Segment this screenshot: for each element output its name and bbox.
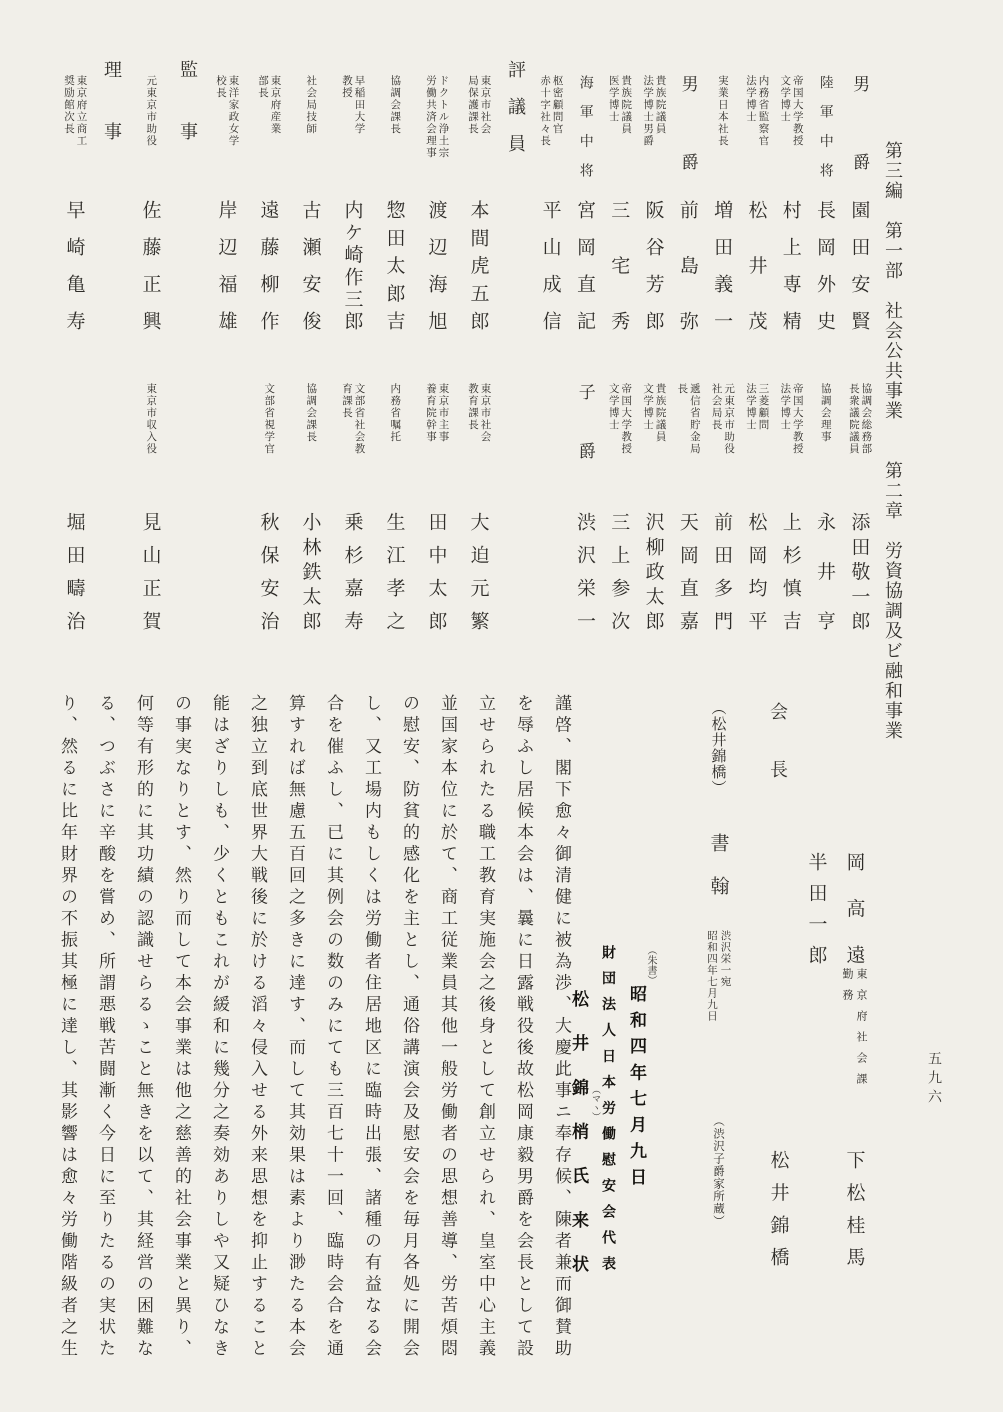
letter-line: 算すれば無慮五百回之多きに達す、而して其効果は素より渺たる本会 <box>286 694 305 1361</box>
officer-title <box>304 383 317 443</box>
officer-title-line: 東京市社会 <box>479 383 491 443</box>
officer-column <box>373 50 415 690</box>
role-heading: 評議員 <box>506 60 527 152</box>
officer-title <box>62 75 87 147</box>
officer-title <box>743 75 768 147</box>
officer-title-line: 東京市主事 <box>437 383 449 443</box>
officer-name: 松井茂 <box>745 200 767 330</box>
officer-title <box>340 383 365 455</box>
officer-name: 渋沢栄一 <box>573 512 595 630</box>
officer-title <box>466 383 491 443</box>
officer-title-line: 法学博士 <box>744 383 756 431</box>
officer-title-line: 協調会総務部 <box>860 383 872 455</box>
officer-title-line: 早稲田大学 <box>353 75 365 135</box>
officer-name: 半田一郎 <box>805 852 827 964</box>
officer-name: 松岡均平 <box>745 512 767 630</box>
officer-name: 長岡外史 <box>814 200 836 330</box>
letter-line: を辱ふし居候本会は、曩に日露戦役後故松岡康毅男爵を会長として設 <box>514 694 533 1361</box>
officer-title-line: 協調会課長 <box>389 75 401 135</box>
officer-column <box>773 50 807 690</box>
letter-body <box>48 694 580 1406</box>
page-number: 五九六 <box>926 1051 941 1108</box>
letter-line: 立せられたる職工教育実施会之後身として創立せられ、皇室中心主義 <box>476 694 495 1361</box>
officer-roster <box>53 50 876 690</box>
officer-column <box>53 50 95 690</box>
officer-title <box>709 383 734 455</box>
document-author: （松井錦橋） <box>709 700 726 796</box>
officer-name: 上杉慎吉 <box>779 512 801 630</box>
officer-column <box>835 690 873 1300</box>
officer-name: 小林鉄太郎 <box>299 512 321 630</box>
officer-title-line: 文部省視学官 <box>263 383 275 455</box>
officer-title-line: 長 <box>676 383 688 395</box>
officer-title-line: 法学博士 <box>744 75 756 123</box>
officer-title-line: 遞信省貯金局 <box>688 383 700 455</box>
officer-title-line: 枢密顧問官 <box>551 75 563 135</box>
officer-title-line: 東京市収入役 <box>145 383 157 455</box>
officer-title-line: 教授 <box>341 75 353 99</box>
officer-title-line: 養育院幹事 <box>425 383 437 443</box>
officer-title-line: 帝国大学教授 <box>620 383 632 455</box>
annotation-line: 昭和四年七月九日 <box>706 930 717 1022</box>
officer-name: 秋保安治 <box>257 512 279 630</box>
officer-title-line: 奨励館次長 <box>63 75 75 135</box>
officer-title <box>388 383 401 443</box>
officer-title <box>388 75 401 135</box>
role-heading: 監事 <box>178 60 199 140</box>
inscription-organization: 財団法人日本労働慰安会代表 <box>600 945 615 1270</box>
letter-line: る、つぶさに辛酸を嘗め、所謂悪戦苦闘漸く今日に至りたるの実状た <box>96 694 115 1361</box>
officer-title-line: 法学博士男爵 <box>642 75 654 147</box>
letter-line: の事実なりとす、然り而して本会事業は他之慈善的社会事業と異り、 <box>172 694 191 1361</box>
officer-name: 前田多門 <box>711 512 733 630</box>
officer-title: 陸軍中将 <box>817 75 833 178</box>
officer-title <box>424 383 449 443</box>
officer-name: 前島弥 <box>676 200 698 330</box>
officer-name: 永井亨 <box>814 512 836 630</box>
officer-title <box>818 383 831 443</box>
officer-title <box>538 75 563 147</box>
officer-title-line: 内務省嘱托 <box>389 383 401 443</box>
officer-column <box>129 50 171 690</box>
officer-title: 男爵 <box>850 75 870 170</box>
officer-title <box>606 383 631 455</box>
officer-title-line: 文学博士 <box>779 75 791 123</box>
officer-name: 内ケ崎作三郎 <box>341 200 363 330</box>
officer-title <box>424 75 449 159</box>
officer-name: 生江孝之 <box>383 512 405 630</box>
officer-title-line: 育課長 <box>341 383 353 419</box>
officer-roster-continuation <box>759 690 873 1300</box>
officer-name: 村上専精 <box>779 200 801 330</box>
officer-name: 添田敬一郎 <box>848 512 870 630</box>
officer-name: 堀田疇治 <box>63 512 85 630</box>
officer-name: 遠藤柳作 <box>257 200 279 330</box>
red-ink-note: （朱書） <box>645 945 656 985</box>
officer-name: 天岡直嘉 <box>676 512 698 630</box>
letter-line: 何等有形的に其功績の認識せらるゝこと無きを以て、其経営の困難な <box>134 694 153 1361</box>
officer-column <box>797 690 835 1300</box>
officer-title-line: 赤十字社々長 <box>539 75 551 147</box>
officer-title-line: 医学博士 <box>607 75 619 123</box>
source-note: （渋沢子爵家所蔵） <box>712 1115 724 1228</box>
officer-name: 早崎亀寿 <box>63 200 85 330</box>
officer-title-line: 労働共済会理事 <box>425 75 437 159</box>
officer-title <box>262 383 275 455</box>
role-heading: 会長 <box>768 702 788 778</box>
officer-title <box>641 75 666 147</box>
officer-title-line: 東洋家政女学 <box>227 75 239 147</box>
officer-title-line: 協調会理事 <box>819 383 831 443</box>
annotation-line: 渋沢栄一宛 <box>719 930 731 988</box>
role-heading: 理事 <box>102 60 123 140</box>
officer-title-line: 帝国大学教授 <box>791 383 803 455</box>
officer-title <box>675 383 700 455</box>
officer-title-line: 貴族院議員 <box>654 383 666 443</box>
officer-title-line: 局保護課長 <box>467 75 479 135</box>
officer-title <box>214 75 239 147</box>
officer-name: 増田義一 <box>711 200 733 330</box>
officer-name: 松井錦橋 <box>767 1150 789 1266</box>
officer-column <box>533 50 567 690</box>
letter-line: 之独立到底世界大戦後に於ける滔々侵入せる外来思想を抑止すること <box>248 694 267 1361</box>
officer-title-line: 元東京市助役 <box>145 75 157 147</box>
officer-column <box>567 50 601 690</box>
officer-title: 海軍中将 <box>577 75 593 178</box>
sic-note: （マヽ） <box>591 1085 601 1121</box>
officer-name: 岡高遠 <box>843 852 865 964</box>
officer-name: 渡辺海旭 <box>425 200 447 330</box>
officer-name: 見山正賀 <box>139 512 161 630</box>
officer-name: 乗杉嘉寿 <box>341 512 363 630</box>
officer-name: 平山成信 <box>539 200 561 330</box>
officer-title-line: 文学博士 <box>642 383 654 431</box>
officer-name: 佐藤正興 <box>139 200 161 330</box>
document-title-column <box>694 690 742 1310</box>
officer-title <box>743 383 768 431</box>
officer-title <box>715 75 728 147</box>
officer-title-line: 東京府立商工 <box>75 75 87 147</box>
officer-title-line: 実業日本社長 <box>716 75 728 147</box>
officer-column <box>205 50 247 690</box>
officer-column <box>705 50 739 690</box>
officer-title <box>340 75 365 135</box>
officer-column <box>759 690 797 1300</box>
officer-title-line: 東京府社会課 <box>855 968 867 1094</box>
officer-title-line: 文学博士 <box>607 383 619 431</box>
inscription-date: 昭和四年七月九日 <box>627 985 646 1185</box>
officer-name: 岸辺福雄 <box>215 200 237 330</box>
officer-name: 園田安賢 <box>848 200 870 330</box>
letter-line: 能はざりしも、少くともこれが緩和に幾分之奏効ありしや又疑ひなき <box>210 694 229 1361</box>
officer-title-line: 社会局長 <box>710 383 722 431</box>
officer-name: 大迫元繁 <box>467 512 489 630</box>
officer-name: 古瀬安俊 <box>299 200 321 330</box>
officer-title-line: ドクトル浄土宗 <box>437 75 449 159</box>
officer-title-line: 帝国大学教授 <box>791 75 803 147</box>
officer-title-line: 社会局技師 <box>305 75 317 135</box>
officer-column <box>457 50 499 690</box>
officer-title <box>144 75 157 147</box>
officer-title-line: 元東京市助役 <box>723 383 735 455</box>
officer-title-line: 貴族院議員 <box>654 75 666 135</box>
officer-title: 男爵 <box>678 75 698 170</box>
officer-title-line: 長衆議院議員 <box>847 383 859 455</box>
letter-line: り、然るに比年財界の不振其極に達し、其影響は愈々労働階級者之生 <box>58 694 77 1361</box>
officer-column <box>289 50 331 690</box>
officer-name: 田中太郎 <box>425 512 447 630</box>
officer-title-line: 三菱顧問 <box>757 383 769 431</box>
officer-name: 三宅秀 <box>608 200 630 330</box>
officer-column <box>842 50 876 690</box>
officer-name: 阪谷芳郎 <box>642 200 664 330</box>
officer-title <box>778 383 803 455</box>
officer-name: 沢柳政太郎 <box>642 512 664 630</box>
officer-title <box>256 75 281 135</box>
officer-title-line: 文部省社会教 <box>353 383 365 455</box>
role-heading-column <box>171 50 205 690</box>
officer-title <box>778 75 803 147</box>
role-heading-column <box>95 50 129 690</box>
officer-name: 三上参次 <box>608 512 630 630</box>
officer-column <box>415 50 457 690</box>
officer-title-line: 東京府産業 <box>269 75 281 135</box>
officer-name: 下松桂馬 <box>843 1150 865 1266</box>
officer-title-line: 協調会課長 <box>305 383 317 443</box>
chapter-header: 第三編 第一部 社会公共事業 第二章 労資協調及ビ融和事業 <box>883 141 903 741</box>
officer-column <box>739 50 773 690</box>
officer-column <box>670 50 704 690</box>
officer-title-line: 内務省監察官 <box>757 75 769 147</box>
officer-column <box>602 50 636 690</box>
officer-name: 宮岡直記 <box>573 200 595 330</box>
officer-column <box>331 50 373 690</box>
inscription-sender: 松井錦梢氏来状 <box>569 990 588 1272</box>
officer-title <box>466 75 491 135</box>
officer-title: 子爵 <box>575 383 595 459</box>
officer-title-line: 貴族院議員 <box>620 75 632 135</box>
officer-title-line: 校長 <box>215 75 227 99</box>
document-annotation <box>705 930 732 1022</box>
officer-title <box>606 75 631 135</box>
officer-column <box>636 50 670 690</box>
officer-title-line: 勤務 <box>841 968 853 1010</box>
document-title: 書翰 <box>707 833 729 895</box>
officer-column <box>807 50 841 690</box>
officer-title-line: 部長 <box>257 75 269 99</box>
officer-title <box>840 968 868 1094</box>
officer-title-line: 東京市社会 <box>479 75 491 135</box>
officer-title <box>304 75 317 135</box>
letter-line: 合を催ふし、已に其例会の数のみにても三百七十一回、臨時会合を通 <box>324 694 343 1361</box>
officer-name: 本間虎五郎 <box>467 200 489 330</box>
officer-title-line: 教育課長 <box>467 383 479 431</box>
letter-line: 並国家本位に於て、商工従業員其他一般労働者の思想善導、労苦煩悶 <box>438 694 457 1361</box>
officer-title <box>641 383 666 443</box>
officer-title <box>144 383 157 455</box>
role-heading-column <box>499 50 533 690</box>
letter-line: の慰安、防貧的感化を主とし、通俗講演会及慰安会を毎月各処に開会 <box>400 694 419 1361</box>
officer-column <box>247 50 289 690</box>
letter-line: 謹啓、閣下愈々御清健に被為渉、大慶此事ニ奉存候、陳者兼而御賛助 <box>552 694 571 1361</box>
officer-title-line: 法学博士 <box>779 383 791 431</box>
letter-line: し、又工場内もしくは労働者住居地区に臨時出張、諸種の有益なる会 <box>362 694 381 1361</box>
officer-title <box>846 383 871 455</box>
officer-name: 惣田太郎吉 <box>383 200 405 330</box>
